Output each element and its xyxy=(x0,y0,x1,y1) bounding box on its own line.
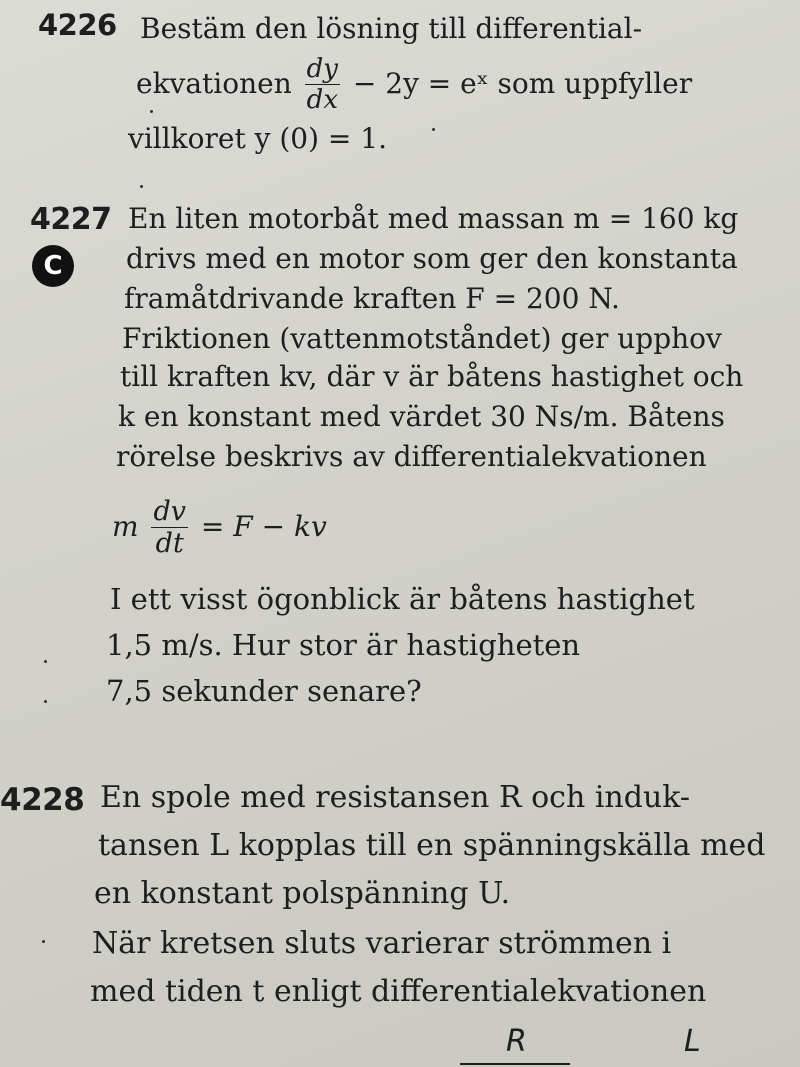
question-line-2: 1,5 m/s. Hur stor är hastigheten xyxy=(106,628,581,662)
paper-speck xyxy=(140,185,143,188)
problem-4227-line-5: till kraften kv, där v är båtens hastighet och xyxy=(120,360,744,393)
problem-4227-line-7: rörelse beskrivs av differentialekvationen xyxy=(116,440,707,473)
problem-4227-line-4: Friktionen (vattenmotståndet) ger upphov xyxy=(122,322,722,355)
problem-4226-line-3: villkoret y (0) = 1. xyxy=(128,122,387,155)
paper-speck xyxy=(150,110,153,113)
fraction-denominator: dx xyxy=(306,85,338,116)
problem-4227-line-3: framåtdrivande kraften F = 200 N. xyxy=(124,282,620,315)
equation-motion xyxy=(112,498,327,559)
problem-4228-line-1: En spole med resistansen R och induk- xyxy=(100,780,691,815)
paper-speck xyxy=(44,660,47,663)
problem-4227-line-1: En liten motorbåt med massan m = 160 kg xyxy=(128,202,739,235)
fraction-dy-dx xyxy=(305,56,340,115)
equation-rhs: = F − kv xyxy=(200,509,327,543)
paper-speck xyxy=(42,940,45,943)
problem-4227-line-6: k en konstant med värdet 30 Ns/m. Båtens xyxy=(118,400,725,433)
fraction-numerator: dy xyxy=(306,54,338,84)
problem-4226-line-2 xyxy=(136,56,692,115)
problem-4227-line-2: drivs med en motor som ger den konstanta xyxy=(126,242,738,275)
difficulty-badge: C xyxy=(32,245,74,287)
equation-mass: m xyxy=(112,509,139,543)
fraction-numerator: dv xyxy=(153,496,187,527)
paper-speck xyxy=(432,128,435,131)
question-line-3: 7,5 sekunder senare? xyxy=(106,674,422,708)
paper-speck xyxy=(44,700,47,703)
fraction-dv-dt xyxy=(151,498,188,559)
circuit-wire xyxy=(460,1063,570,1065)
problem-4226-line-1: Bestäm den lösning till differential- xyxy=(140,12,643,45)
question-line-1: I ett visst ögonblick är båtens hastighet xyxy=(110,582,695,616)
circuit-label-l: L xyxy=(684,1024,701,1059)
problem-number-4226: 4226 xyxy=(38,8,117,42)
problem-number-4228: 4228 xyxy=(0,782,85,818)
problem-4228-line-5: med tiden t enligt differentialekvationen xyxy=(90,974,707,1009)
problem-4228-line-4: När kretsen sluts varierar strömmen i xyxy=(92,926,672,961)
problem-4226-line-2-post: − 2y = eˣ som uppfyller xyxy=(352,66,693,100)
fraction-denominator: dt xyxy=(155,528,184,560)
problem-number-4227: 4227 xyxy=(30,202,112,237)
problem-4228-line-2: tansen L kopplas till en spänningskälla med xyxy=(98,828,766,863)
problem-4228-line-3: en konstant polspänning U. xyxy=(94,876,511,911)
problem-4226-line-2-pre: ekvationen xyxy=(136,66,292,100)
circuit-label-r: R xyxy=(506,1024,527,1059)
